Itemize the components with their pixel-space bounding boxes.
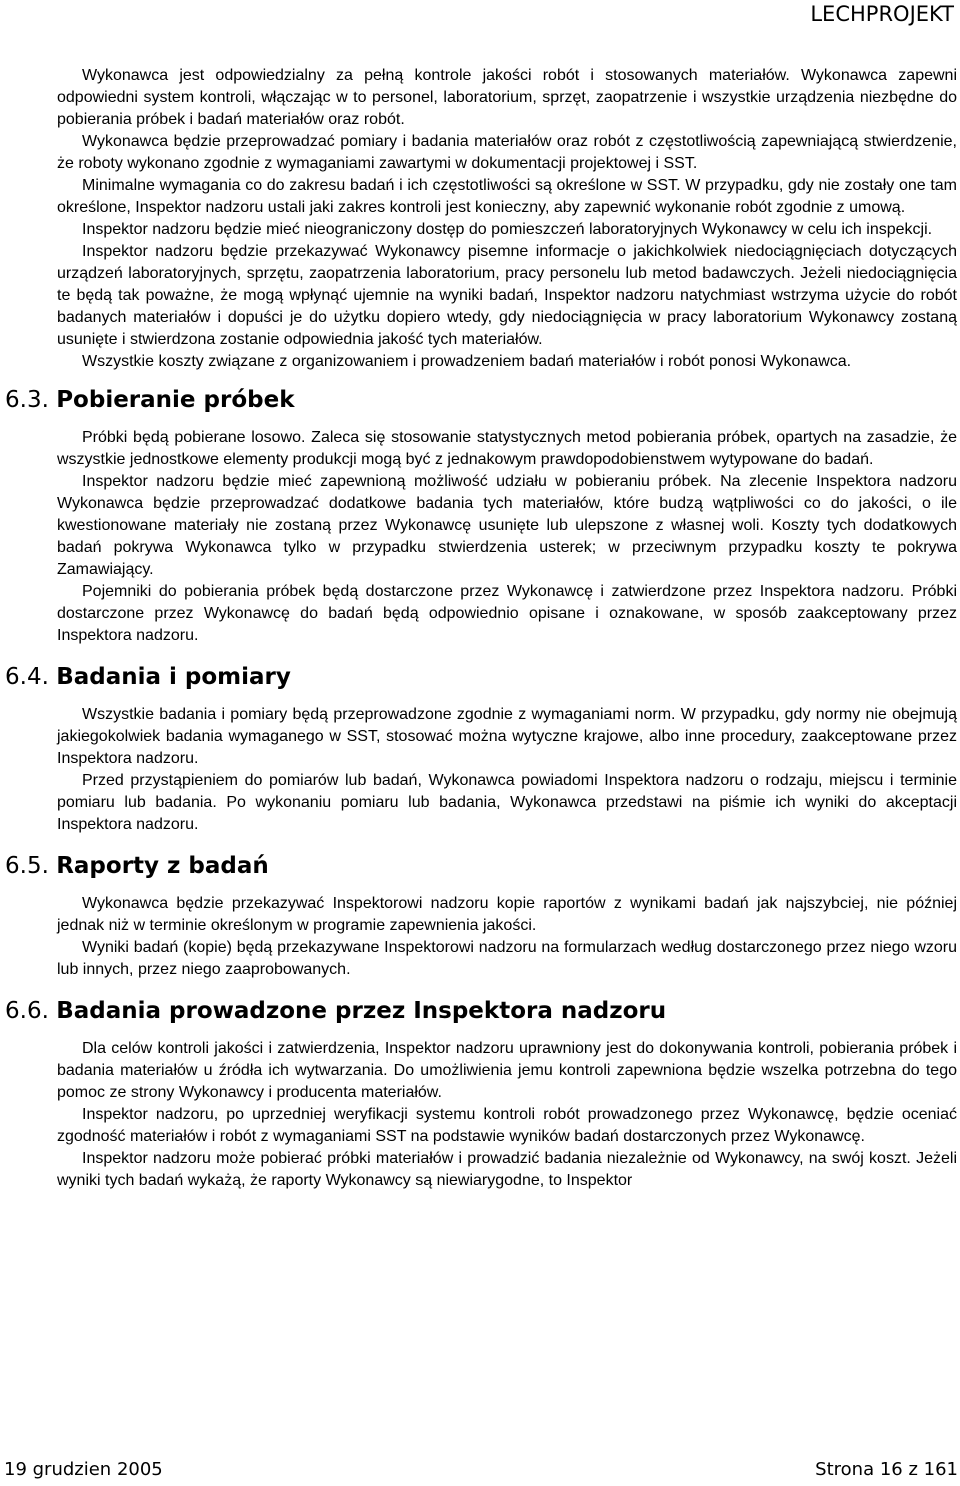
paragraph: Próbki będą pobierane losowo. Zaleca się stosowanie statystycznych metod pobierania próbek, opartych na zasadzie, że wszystkie jednostkowe elementy produkcji mogą być z jednakowym prawdopodobienstwem wytypowane do badań.	[57, 429, 957, 468]
paragraph: Inspektor nadzoru będzie mieć nieograniczony dostęp do pomieszczeń laboratoryjnych Wykonawcy w celu ich inspekcji.	[82, 221, 933, 238]
section-heading-6-4	[5, 662, 905, 692]
paragraph: Pojemniki do pobierania próbek będą dostarczone przez Wykonawcę i zatwierdzone przez Inspektora nadzoru. Próbki dostarczone przez Wykonawcę do badań będą odpowiednio opisane i oznakowane, w sposób zaakceptowany przez Inspektora nadzoru.	[57, 583, 957, 644]
document-body	[5, 65, 957, 1192]
footer-date: 19 grudzien 2005	[4, 1459, 163, 1480]
paragraph: Wykonawca jest odpowiedzialny za pełną kontrole jakości robót i stosowanych materiałów. Wykonawca zapewni odpowiedni system kontroli, włączając w to personel, laboratorium, sprzęt, zaopatrzenie i wszystkie urządzenia niezbędne do pobierania próbek i badań materiałów oraz robót.	[57, 67, 957, 128]
paragraph: Wykonawca będzie przekazywać Inspektorowi nadzoru kopie raportów z wynikami badań jak najszybciej, nie później jednak niż w terminie określonym w programie zapewnienia jakości.	[57, 895, 957, 934]
section-heading-6-3	[5, 385, 905, 415]
section-number: 6.4.	[5, 664, 49, 690]
section-number: 6.6.	[5, 998, 49, 1024]
paragraph: Wyniki badań (kopie) będą przekazywane Inspektorowi nadzoru na formularzach według dostarczonego przez niego wzoru lub innych, przez niego zaaprobowanych.	[57, 939, 957, 978]
paragraph: Wszystkie badania i pomiary będą przeprowadzone zgodnie z wymaganiami norm. W przypadku, gdy normy nie obejmują jakiegokolwiek badania wymaganego w SST, stosować można wytyczne krajowe, albo inne procedury, zaakceptowane przez Inspektora nadzoru.	[57, 706, 957, 767]
paragraph: Inspektor nadzoru, po uprzedniej weryfikacji systemu kontroli robót prowadzonego przez Wykonawcę, będzie oceniać zgodność materiałów i robót z wymaganiami SST na podstawie wyników badań dostarczonych przez Wykonawcę.	[57, 1106, 957, 1145]
paragraph: Wszystkie koszty związane z organizowaniem i prowadzeniem badań materiałów i robót ponosi Wykonawca.	[82, 353, 852, 370]
paragraph: Inspektor nadzoru będzie przekazywać Wykonawcy pisemne informacje o jakichkolwiek niedociągnięciach dotyczących urządzeń laboratoryjnych, sprzętu, zaopatrzenia laboratorium, pracy personelu lub metod badawczych. Jeżeli niedociągnięcia te będą tak poważne, że mogą wpłynąć ujemnie na wyniki badań, Inspektor nadzoru natychmiast wstrzyma użycie do robót badanych materiałów i dopuści je do użytku dopiero wtedy, gdy niedociągnięcia w pracy laboratorium Wykonawcy zostaną usunięte i stwierdzona zostanie odpowiednia jakość tych materiałów.	[57, 243, 957, 348]
section-number: 6.5.	[5, 853, 49, 879]
paragraph: Inspektor nadzoru będzie mieć zapewnioną możliwość udziału w pobieraniu próbek. Na zlecenie Inspektora nadzoru Wykonawca będzie przeprowadzać dodatkowe badania tych materiałów, które budzą wątpliwości co do jakości, o ile kwestionowane materiały nie zostaną przez Wykonawcę usunięte lub ulepszone z własnej woli. Koszty tych dodatkowych badań pokrywa Wykonawca tylko w przypadku stwierdzenia usterek; w przeciwnym przypadku koszty te pokrywa Zamawiający.	[57, 473, 957, 578]
paragraph: Minimalne wymagania co do zakresu badań i ich częstotliwości są określone w SST. W przypadku, gdy nie zostały one tam określone, Inspektor nadzoru ustali jaki zakres kontroli jest konieczny, aby zapewnić wykonanie robót zgodnie z umową.	[57, 177, 957, 216]
section-number: 6.3.	[5, 387, 49, 413]
section-title: Pobieranie próbek	[56, 387, 295, 413]
header-brand: LECHPROJEKT	[810, 2, 954, 26]
section-title: Raporty z badań	[56, 853, 269, 879]
paragraph: Wykonawca będzie przeprowadzać pomiary i badania materiałów oraz robót z częstotliwością zapewniającą stwierdzenie, że roboty wykonano zgodnie z wymaganiami zawartymi w dokumentacji projektowej i SST.	[57, 133, 957, 172]
page-footer	[0, 1459, 960, 1485]
paragraph: Przed przystąpieniem do pomiarów lub badań, Wykonawca powiadomi Inspektora nadzoru o rodzaju, miejscu i terminie pomiaru lub badania. Po wykonaniu pomiaru lub badania, Wykonawca przedstawi na piśmie ich wyniki do akceptacji Inspektora nadzoru.	[57, 772, 957, 833]
paragraph: Inspektor nadzoru może pobierać próbki materiałów i prowadzić badania niezależnie od Wykonawcy, na swój koszt. Jeżeli wyniki tych badań wykażą, że raporty Wykonawcy są niewiarygodne, to Inspektor	[57, 1150, 957, 1189]
section-heading-6-5	[5, 851, 905, 881]
footer-page-number: Strona 16 z 161	[815, 1459, 958, 1480]
paragraph: Dla celów kontroli jakości i zatwierdzenia, Inspektor nadzoru uprawniony jest do dokonywania kontroli, pobierania próbek i badania materiałów u źródła ich wytwarzania. Do umożliwienia jemu kontroli zapewniona będzie wszelka potrzebna do tego pomoc ze strony Wykonawcy i producenta materiałów.	[57, 1040, 957, 1101]
section-title: Badania prowadzone przez Inspektora nadzoru	[56, 998, 667, 1024]
section-heading-6-6	[5, 996, 905, 1026]
section-title: Badania i pomiary	[56, 664, 291, 690]
